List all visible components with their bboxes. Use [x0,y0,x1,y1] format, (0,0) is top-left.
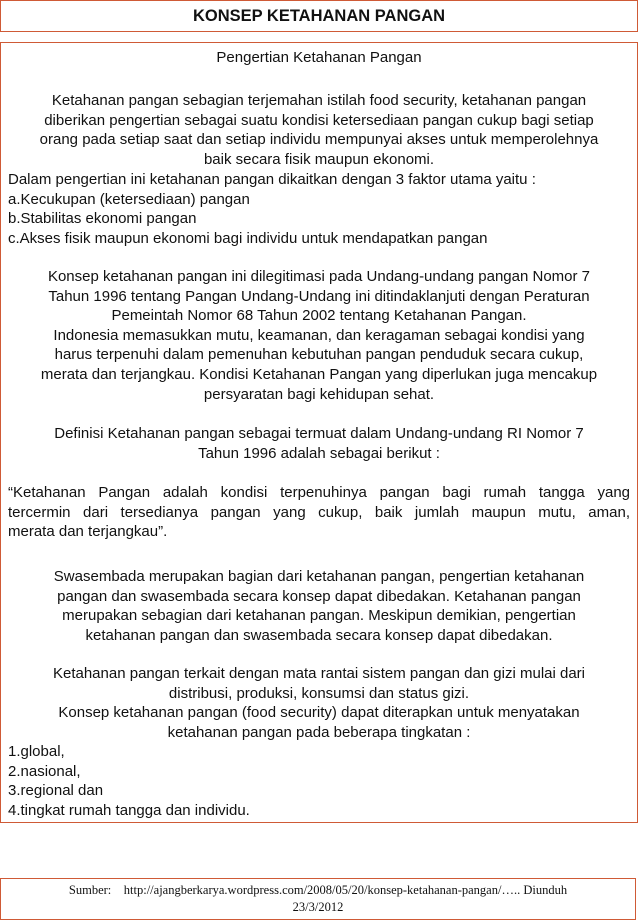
text-line: merata dan terjangkau”. [8,523,168,541]
paragraph-food-chain [1,664,637,742]
text-line: Ketahanan pangan sebagian terjemahan istilah food security, ketahanan pangan [51,92,587,109]
paragraph-definition [1,91,637,169]
text-line: ketahanan pangan pada beberapa tingkatan : [167,723,471,741]
text-line: baik secara fisik maupun ekonomi. [203,150,435,168]
text-line: 4.tingkat rumah tangga dan individu. [8,801,250,819]
text-line: ketahanan pangan dan swasembada secara konsep dapat dibedakan. [85,626,553,644]
text-line: persyaratan bagi kehidupan sehat. [203,385,435,403]
text-line: harus terpenuhi dalam pemenuhan kebutuhan pangan penduduk secara cukup, [54,346,584,364]
text-line: Definisi Ketahanan pangan sebagai termuat dalam Undang-undang RI Nomor 7 [54,425,584,442]
text-line: b.Stabilitas ekonomi pangan [8,210,197,228]
text-line: c.Akses fisik maupun ekonomi bagi individu untuk mendapatkan pangan [8,229,488,247]
text-line: merupakan sebagian dari ketahanan pangan. Meskipun demikian, pengertian [62,607,576,625]
paragraph-legal-basis [1,267,637,404]
title-box [0,0,638,32]
text-line: tercermin dari tersedianya pangan yang cukup, baik jumlah maupun mutu, aman, [8,503,630,521]
text-line: a.Kecukupan (ketersediaan) pangan [8,190,250,208]
text-line: Indonesia memasukkan mutu, keamanan, dan keragaman sebagai kondisi yang [53,326,585,344]
text-line: pangan dan swasembada secara konsep dapat dibedakan. Ketahanan pangan [57,587,581,605]
text-line: Konsep ketahanan pangan (food security) dapat diterapkan untuk menyatakan [58,704,580,722]
page-title: KONSEP KETAHANAN PANGAN [192,7,446,25]
text-line: distribusi, produksi, konsumsi dan status gizi. [168,684,470,702]
source-url: Sumber: http://ajangberkarya.wordpress.com/2008/05/20/konsep-ketahanan-pangan/….. Diunduh [68,883,568,897]
text-line: “Ketahanan Pangan adalah kondisi terpenuhinya pangan bagi rumah tangga yang [8,484,630,501]
text-line: diberikan pengertian sebagai suatu kondisi ketersediaan pangan cukup bagi setiap [44,111,594,129]
paragraph-self-sufficiency [1,567,637,645]
text-line: 3.regional dan [8,782,104,800]
text-line: Konsep ketahanan pangan ini dilegitimasi pada Undang-undang pangan Nomor 7 [47,268,591,285]
paragraph-law-quote [1,483,637,542]
text-line: 2.nasional, [8,762,81,780]
text-line: Swasembada merupakan bagian dari ketahanan pangan, pengertian ketahanan [53,568,585,585]
paragraph-factors [1,170,637,248]
text-line: Pemeintah Nomor 68 Tahun 2002 tentang Ketahanan Pangan. [111,307,527,325]
text-line: merata dan terjangkau. Kondisi Ketahanan Pangan yang diperlukan juga mencakup [40,365,598,383]
list-levels [1,742,637,820]
paragraph-law-definition-intro [1,424,637,463]
content-box [0,42,638,823]
text-line: Tahun 1996 adalah sebagai berikut : [198,444,440,462]
section-heading: Pengertian Ketahanan Pangan [216,49,422,66]
download-date: 23/3/2012 [292,900,344,914]
text-line: orang pada setiap saat dan setiap individu mempunyai akses untuk memperolehnya [39,131,599,149]
text-line: Dalam pengertian ini ketahanan pangan dikaitkan dengan 3 faktor utama yaitu : [8,171,536,188]
source-footer [0,878,636,920]
text-line: Ketahanan pangan terkait dengan mata rantai sistem pangan dan gizi mulai dari [52,665,586,682]
text-line: Tahun 1996 tentang Pangan Undang-Undang ini ditindaklanjuti dengan Peraturan [48,287,590,305]
text-line: 1.global, [8,743,65,760]
